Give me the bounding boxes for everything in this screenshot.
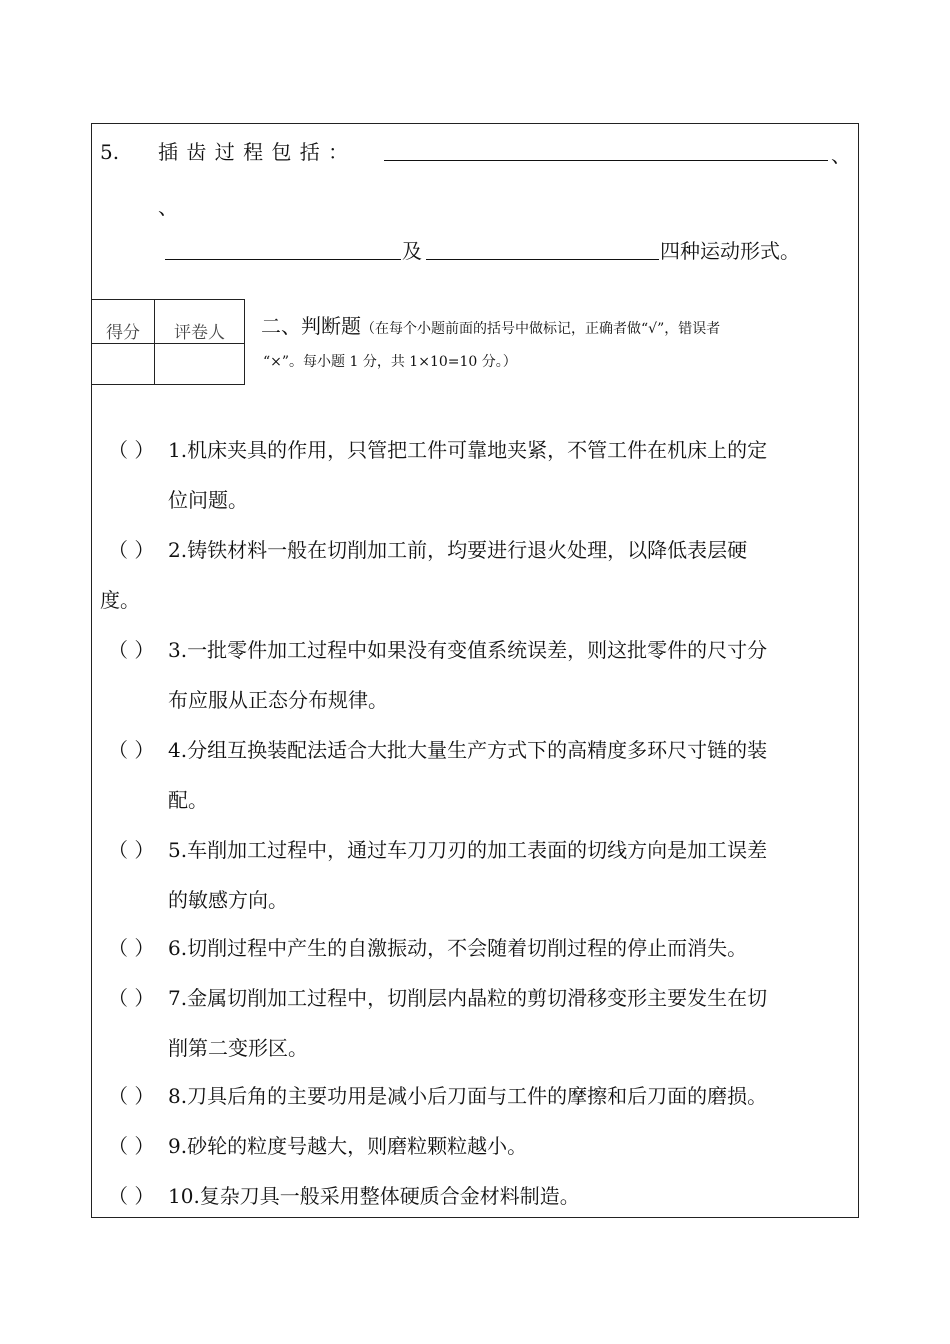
grader-cell[interactable]	[155, 344, 245, 385]
question-item-text: 5.车削加工过程中，通过车刀刀刃的加工表面的切线方向是加工误差	[168, 838, 768, 862]
section-heading	[261, 312, 720, 343]
section-title: 二、判断题	[261, 314, 361, 338]
question-item-text: 3.一批零件加工过程中如果没有变值系统误差，则这批零件的尺寸分	[168, 638, 768, 662]
answer-blank-2[interactable]	[165, 259, 401, 260]
connector-and: 及	[402, 239, 422, 263]
answer-parentheses[interactable]: （ ）	[108, 838, 155, 862]
score-box	[91, 299, 245, 385]
answer-parentheses[interactable]: （ ）	[108, 738, 155, 762]
answer-parentheses[interactable]: （ ）	[108, 986, 155, 1010]
section-note-2: “×”。每小题 1 分，共 1×10=10 分。）	[263, 354, 517, 370]
answer-parentheses[interactable]: （ ）	[108, 438, 155, 462]
question-item-text: 4.分组互换装配法适合大批大量生产方式下的高精度多环尺寸链的装	[168, 738, 768, 762]
answer-parentheses[interactable]: （ ）	[108, 936, 155, 960]
question-number: 5.	[100, 140, 120, 164]
question-item-continuation: 的敏感方向。	[168, 888, 288, 912]
answer-parentheses[interactable]: （ ）	[108, 538, 155, 562]
score-label: 得分	[92, 300, 155, 344]
grader-label: 评卷人	[155, 300, 245, 344]
question-item-text: 2.铸铁材料一般在切削加工前，均要进行退火处理，以降低表层硬	[168, 538, 748, 562]
question-item-text: 8.刀具后角的主要功用是减小后刀面与工件的摩擦和后刀面的磨损。	[168, 1084, 768, 1108]
question-text: 插 齿 过 程 包 括 ：	[158, 140, 350, 164]
question-item-text: 9.砂轮的粒度号越大，则磨粒颗粒越小。	[168, 1134, 528, 1158]
question-item-text: 6.切削过程中产生的自激振动，不会随着切削过程的停止而消失。	[168, 936, 748, 960]
question-item-continuation: 削第二变形区。	[168, 1036, 308, 1060]
answer-parentheses[interactable]: （ ）	[108, 1134, 155, 1158]
score-cell[interactable]	[92, 344, 155, 385]
answer-parentheses[interactable]: （ ）	[108, 1184, 155, 1208]
section-note-1: （在每个小题前面的括号中做标记，正确者做“√”，错误者	[361, 321, 721, 337]
question-item-text: 10.复杂刀具一般采用整体硬质合金材料制造。	[168, 1184, 580, 1208]
question-item-text: 1.机床夹具的作用，只管把工件可靠地夹紧，不管工件在机床上的定	[168, 438, 768, 462]
question-item-continuation: 度。	[100, 588, 140, 612]
answer-parentheses[interactable]: （ ）	[108, 638, 155, 662]
answer-blank-3[interactable]	[426, 259, 659, 260]
separator-2: 、	[158, 195, 178, 219]
question-item-continuation: 布应服从正态分布规律。	[168, 688, 388, 712]
question-item-continuation: 位问题。	[168, 488, 248, 512]
answer-parentheses[interactable]: （ ）	[108, 1084, 155, 1108]
separator-1: 、	[831, 143, 851, 167]
question-item-text: 7.金属切削加工过程中，切削层内晶粒的剪切滑移变形主要发生在切	[168, 986, 768, 1010]
answer-blank-1[interactable]	[384, 160, 828, 161]
question-item-continuation: 配。	[168, 788, 208, 812]
question-tail: 四种运动形式。	[660, 239, 800, 263]
